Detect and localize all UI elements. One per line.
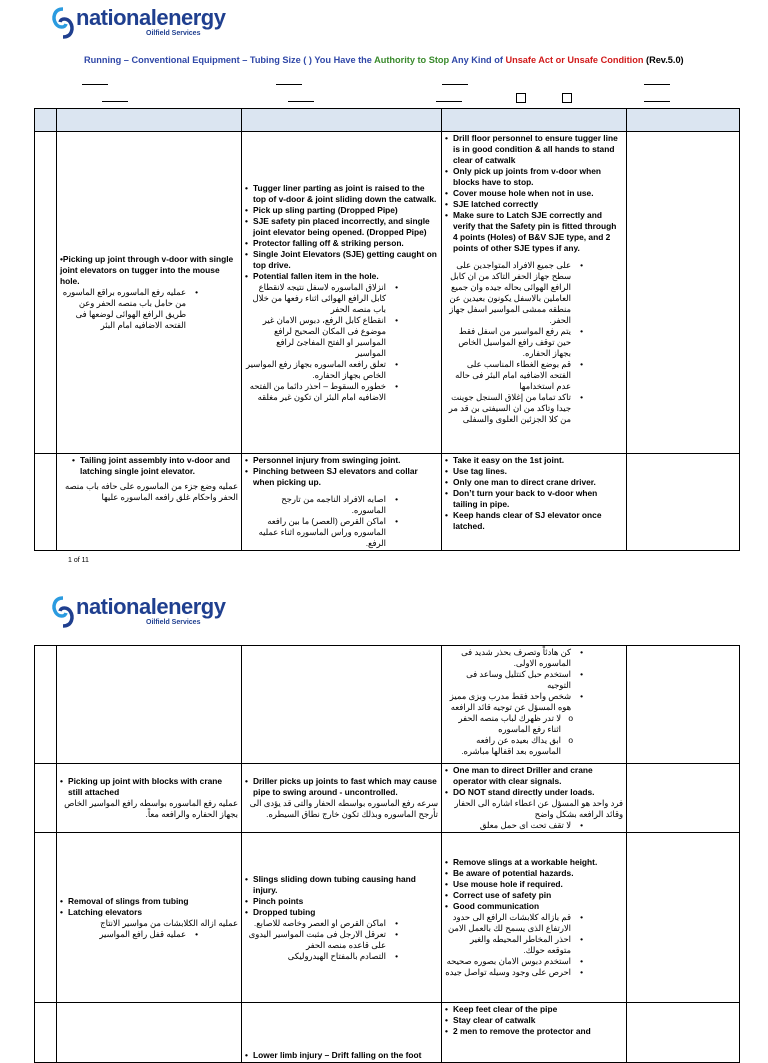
list-item: • Remove slings at a workable height.: [445, 857, 623, 868]
hazards-arabic-list: [245, 282, 438, 403]
list-item: o ابق يداك بعيده عن رافعه الماسوره بعد اقفالها مباشره.: [445, 735, 583, 757]
controls-cell: [442, 454, 627, 551]
job-step-cell: [57, 646, 242, 764]
list-item: • يتم رفع المواسير من اسفل فقط حين توقف رافع المواسيل الخاص بجهاز الحفاره.: [445, 326, 583, 359]
controls-arabic-list: [445, 260, 623, 425]
list-item: • تعرقل الارجل فى مثبت المواسير اليدوى على قاعده منصه الحفر: [245, 929, 398, 951]
responsible-cell: [627, 1003, 740, 1063]
step-number-cell: [35, 1003, 57, 1063]
list-item: • انزلاق الماسوره لاسفل نتيجه لانقطاع كابل الرافع الهوائى اثناء رفعها من خلال باب منصه الحفر: [245, 282, 398, 315]
controls-list: [445, 133, 623, 254]
hazards-cell: [242, 764, 442, 833]
controls-list: [445, 455, 623, 532]
list-item: • احذر المخاطر المحيطه والغير متوقعه حولك.: [445, 934, 583, 956]
job-step-cell: [57, 454, 242, 551]
list-item: • Stay clear of catwalk: [445, 1015, 623, 1026]
table-row: [35, 454, 740, 551]
list-item: • Pinch points: [245, 896, 438, 907]
hazards-list: [245, 1050, 438, 1061]
list-item: • DO NOT stand directly under loads.: [445, 787, 623, 798]
list-item: • Latching elevators: [60, 907, 238, 918]
list-item: • لا تقف تحت اى حمل معلق: [445, 820, 583, 831]
list-item: • استخدم دبوس الامان بصوره صحيحه: [445, 956, 583, 967]
list-item: • Keep feet clear of the pipe: [445, 1004, 623, 1015]
controls-cell: [442, 132, 627, 454]
list-item: • Cover mouse hole when not in use.: [445, 188, 623, 199]
controls-list: [445, 857, 623, 912]
list-item: • Only one man to direct crane driver.: [445, 477, 623, 488]
list-item: • One man to direct Driller and crane operator with clear signals.: [445, 765, 623, 787]
company-logo: [50, 595, 225, 629]
list-item: • Use tag lines.: [445, 466, 623, 477]
list-item: • احرص على وجود وسيله تواصل جيده: [445, 967, 583, 978]
table-header-row: [35, 109, 740, 132]
hazards-cell: [242, 646, 442, 764]
list-item: • Don’t turn your back to v-door when tailing in pipe.: [445, 488, 623, 510]
controls-list: [445, 1004, 623, 1037]
step-number-cell: [35, 646, 57, 764]
controls-list: [445, 765, 623, 798]
list-item: • قم بازاله كلابشات الرافع الى حدود الارتفاع الذى يسمح لك بالعمل الامن: [445, 912, 583, 934]
controls-cell: [442, 646, 627, 764]
list-item: • 2 men to remove the protector and: [445, 1026, 623, 1037]
list-item: • Picking up joint with blocks with crane still attached: [60, 776, 238, 798]
job-step-text: •Picking up joint through v-door with single joint elevators on tugger into the mouse hole.: [60, 254, 234, 286]
page-number: 1 of 11: [68, 557, 89, 564]
step-number-cell: [35, 833, 57, 1003]
checkbox[interactable]: [562, 93, 572, 103]
company-logo: [50, 6, 225, 40]
list-item: • Tailing joint assembly into v-door and latching single joint elevator.: [72, 455, 238, 477]
hazards-arabic-list: [245, 494, 438, 549]
hazards-list: [245, 776, 438, 798]
logo-wordmark: nationalenergy: [76, 5, 226, 30]
step-number-cell: [35, 764, 57, 833]
hazards-cell: [242, 132, 442, 454]
list-item: • SJE safety pin placed incorrectly, and single joint elevator being opened. (Dropped Pipe): [245, 216, 438, 238]
list-item: • SJE latched correctly: [445, 199, 623, 210]
list-item: • Use mouse hole if required.: [445, 879, 623, 890]
list-item: • Good communication: [445, 901, 623, 912]
hazards-arabic-list: [245, 918, 438, 962]
logo-subtitle: Oilfield Services: [146, 619, 201, 626]
hazards-list: [245, 874, 438, 918]
blank-line[interactable]: [644, 84, 670, 85]
list-item: • Personnel injury from swinging joint.: [245, 455, 438, 466]
table-row: [35, 132, 740, 454]
list-item: • Take it easy on the 1st joint.: [445, 455, 623, 466]
list-item: • انقطاع كابل الرفع، دبوس الامان غير موضوع فى المكان الصحيح لرافع المواسير او الفتح المفاجئ لرافع المواسير: [245, 315, 398, 359]
page-title: Running – Conventional Equipment – Tubing Size ( ) You Have the Authority to Stop Any Kind of Unsafe Act or Unsafe Condition (Rev.5.0): [84, 55, 684, 65]
responsible-cell: [627, 646, 740, 764]
logo-subtitle: Oilfield Services: [146, 30, 201, 37]
job-step-cell: [57, 764, 242, 833]
controls-cell: [442, 833, 627, 1003]
list-item: • اماكن القرص او العصر وخاصه للاصابع.: [245, 918, 398, 929]
list-item: • عمليه قفل رافع المواسير: [60, 929, 198, 940]
job-step-cell: [57, 833, 242, 1003]
list-item: • عمليه رفع الماسوره براقع الماسوره من حامل باب منصه الحفر وعن طريق الرافع الهوائى لوضعها فى الفتحه الاضافيه امام البئر: [60, 287, 198, 331]
responsible-cell: [627, 764, 740, 833]
hazards-cell: [242, 1003, 442, 1063]
controls-cell: [442, 1003, 627, 1063]
jsa-table-page-1: [34, 108, 740, 551]
list-item: • Driller picks up joints to fast which may cause pipe to swing around - uncontrolled.: [245, 776, 438, 798]
job-step-list: [60, 776, 238, 798]
job-step-arabic: عمليه ازاله الكلابشات من مواسير الانتاج: [100, 917, 238, 928]
controls-arabic-list: [445, 820, 623, 831]
blank-line[interactable]: [82, 84, 108, 85]
job-step-arabic: عمليه وضع جزء من الماسوره على حافه باب منصه الحفر واحكام غلق رافعه الماسوره عليها: [64, 481, 238, 502]
list-item: • Tugger liner parting as joint is raised to the top of v-door & joint sliding down the catwalk.: [245, 183, 438, 205]
page-2: [0, 585, 768, 1060]
job-step-arabic: عمليه رفع الماسوره بواسطه رافع المواسير الخاص بجهاز الحفاره والرافعه معاً.: [64, 798, 238, 819]
step-number-cell: [35, 454, 57, 551]
blank-line[interactable]: [276, 84, 302, 85]
list-item: • Slings sliding down tubing causing hand injury.: [245, 874, 438, 896]
list-item: o لا تدر ظهرك لباب منصه الحفر اثناء رفع الماسوره: [445, 713, 583, 735]
hazards-list: [245, 455, 438, 488]
table-row: [35, 764, 740, 833]
list-item: • شخص واحد فقط مدرب وبزى مميز هوه المسؤل عن توجيه قائد الرافعه: [445, 691, 583, 713]
list-item: • خطوره السقوط – احذر دائما من الفتحه الاضافيه امام البئر ان تكون غير مغلقه: [245, 381, 398, 403]
job-step-list: [60, 896, 238, 918]
list-item: • التصادم بالمفتاح الهيدروليكى: [245, 951, 398, 962]
list-item: • Lower limb injury – Drift falling on the foot: [245, 1050, 438, 1061]
controls-cell: [442, 764, 627, 833]
list-item: • اصابه الافراد الناجمه من تارجح الماسوره.: [245, 494, 398, 516]
table-row: [35, 646, 740, 764]
job-step-cell: [57, 1003, 242, 1063]
job-step-arabic: [60, 287, 238, 331]
hazards-cell: [242, 454, 442, 551]
list-item: • استخدم حبل كنتليل وساعد فى التوجيه: [445, 669, 583, 691]
controls-arabic-sublist: [445, 713, 623, 757]
list-item: • Pick up sling parting (Dropped Pipe): [245, 205, 438, 216]
list-item: • Dropped tubing: [245, 907, 438, 918]
hazards-cell: [242, 833, 442, 1003]
logo-swirl-icon: [50, 6, 76, 40]
list-item: • Drill floor personnel to ensure tugger line is in good condition & all hands to stand clear of catwalk: [445, 133, 623, 166]
list-item: • على جميع الافراد المتواجدين على سطح جهاز الحفر التاكد من ان كابل الرافع الهوائى بحاله جيده وان جميع العاملين بالاسفل يكونون بعيدين عن منطقه ممشى المواسير اسفل جهاز الحفر.: [445, 260, 583, 326]
blank-line[interactable]: [288, 101, 314, 102]
list-item: • قم بوضع الغطاء المناسب على الفتحه الاضافيه امام البئر فى حاله عدم استخدامها: [445, 359, 583, 392]
checkbox[interactable]: [516, 93, 526, 103]
responsible-cell: [627, 454, 740, 551]
list-item: • Correct use of safety pin: [445, 890, 623, 901]
jsa-table-page-2: [34, 645, 740, 1063]
responsible-cell: [627, 833, 740, 1003]
controls-arabic: فرد واحد هو المسؤل عن اعطاء اشاره الى الحفار وقائد الرافعه بشكل واضح: [454, 798, 623, 819]
responsible-cell: [627, 132, 740, 454]
list-item: • تعلق رافعه الماسوره بجهاز رفع المواسير الخاص بجهاز الحفاره.: [245, 359, 398, 381]
list-item: • Pinching between SJ elevators and collar when picking up.: [245, 466, 438, 488]
blank-line[interactable]: [644, 101, 670, 102]
logo-wordmark: nationalenergy: [76, 594, 226, 619]
list-item: • Only pick up joints from v-door when blocks have to stop.: [445, 166, 623, 188]
job-step-cell: [57, 132, 242, 454]
list-item: • Keep hands clear of SJ elevator once latched.: [445, 510, 623, 532]
list-item: • Make sure to Latch SJE correctly and verify that the Safety pin is fitted through 4 points (Holes) of B&V SJE type, and 2 points of other SJE types if any.: [445, 210, 623, 254]
list-item: • Be aware of potential hazards.: [445, 868, 623, 879]
job-step-arabic-list: [60, 929, 238, 940]
hazards-list: [245, 183, 438, 282]
logo-swirl-icon: [50, 595, 76, 629]
table-row: [35, 833, 740, 1003]
blank-line[interactable]: [436, 101, 462, 102]
step-number-cell: [35, 132, 57, 454]
table-row: [35, 1003, 740, 1063]
list-item: • Single Joint Elevators (SJE) getting caught on top drive.: [245, 249, 438, 271]
blank-line[interactable]: [102, 101, 128, 102]
list-item: • اماكن القرص (العصر) ما بين رافعه الماسوره وراس الماسوره اثناء عمليه الرفع.: [245, 516, 398, 549]
list-item: • Potential fallen item in the hole.: [245, 271, 438, 282]
list-item: • كن هادئاً وتصرف بحذر شديد فى الماسوره الاولى.: [445, 647, 583, 669]
controls-arabic-list: [445, 912, 623, 978]
list-item: • Protector falling off & striking person.: [245, 238, 438, 249]
hazards-arabic: سرعه رفع الماسوره بواسطه الحفار والتى قد يؤدى الى تأرجح الماسوره وبذلك تكون خارج نطاق السيطره.: [249, 798, 438, 819]
job-step-list: [60, 455, 238, 477]
list-item: • تاكد تماما من إغلاق السنجل جوينت جيدا وتاكد من ان السيفتى بن قد مر من كلا الجزئين العلوى والسفلى: [445, 392, 583, 425]
list-item: • Removal of slings from tubing: [60, 896, 238, 907]
controls-arabic-list: [445, 647, 623, 713]
blank-line[interactable]: [442, 84, 468, 85]
